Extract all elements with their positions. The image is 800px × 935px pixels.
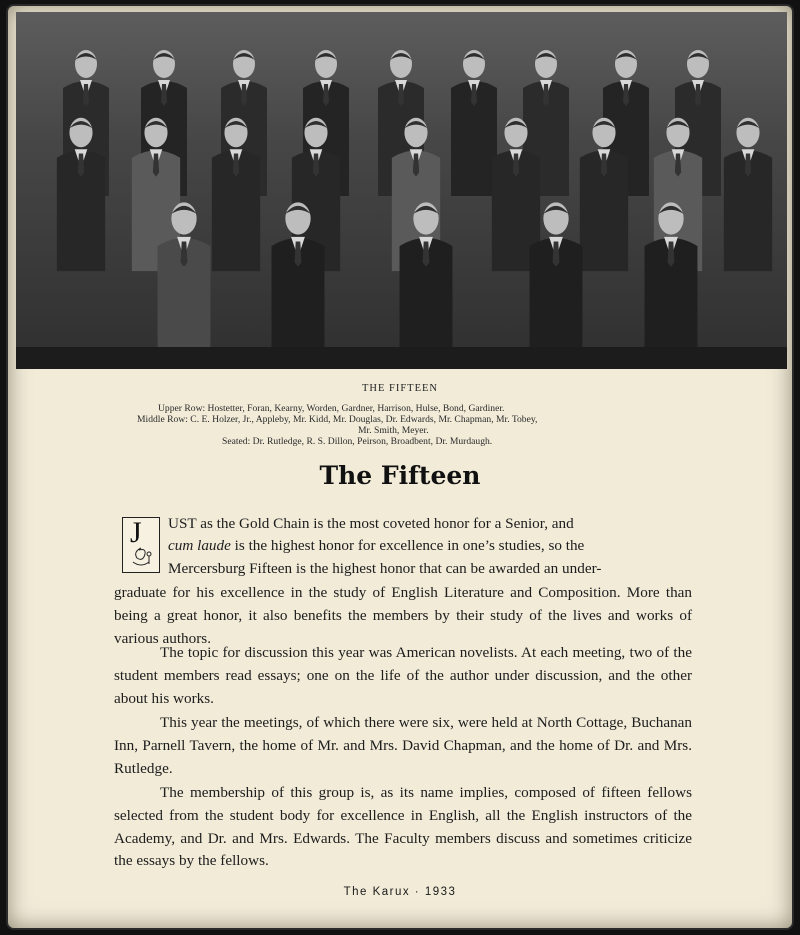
paragraph-4: The membership of this group is, as its name implies, composed of fifteen fellows selected from the student body for excellence in English, all the English instructors of the Academy, and Dr. and Mrs. Edwards. The Faculty members discuss and sometimes criticize the essays by the fellows. — [114, 784, 692, 870]
caption-middle-row-cont: Mr. Smith, Meyer. — [358, 425, 429, 436]
yearbook-page — [8, 6, 792, 928]
dropcap-ornament — [122, 517, 160, 573]
group-photo — [16, 12, 787, 369]
flourish-icon — [123, 518, 159, 572]
page-footer: The Karux · 1933 — [343, 886, 457, 898]
paragraph-2: The topic for discussion this year was American novelists. At each meeting, two of the student members read essays; one on the life of the author under discussion, and the other about his works. — [114, 644, 692, 707]
intro-line-2 — [168, 537, 584, 555]
paragraph-3: This year the meetings, of which there were six, were held at North Cottage, Buchanan Inn, Parnell Tavern, the home of Mr. and Mrs. David Chapman, and the home of Dr. and Mrs. Rutledge. — [114, 714, 692, 777]
caption-middle-row: Middle Row: C. E. Holzer, Jr., Appleby, Mr. Kidd, Mr. Douglas, Dr. Edwards, Mr. Chapman, Mr. Tobey, — [137, 414, 538, 425]
intro-line-1: UST as the Gold Chain is the most coveted honor for a Senior, and — [168, 515, 574, 532]
intro-line-2-rest: is the highest honor for excellence in one’s studies, so the — [230, 537, 585, 554]
person-figure — [724, 118, 772, 271]
caption-seated: Seated: Dr. Rutledge, R. S. Dillon, Peirson, Broadbent, Dr. Murdaugh. — [222, 436, 493, 447]
caption-upper-row: Upper Row: Hostetter, Foran, Kearny, Worden, Gardner, Harrison, Hulse, Bond, Gardiner. — [158, 403, 505, 414]
intro-italic: cum laude — [168, 537, 231, 554]
dropcap-letter: J — [130, 516, 142, 549]
intro-line-3: Mercersburg Fifteen is the highest honor that can be awarded an under- — [168, 560, 602, 577]
intro-rest: graduate for his excellence in the study of English Literature and Composition. More than being a great honor, it also benefits the members by their study of the lives and works of various authors. — [114, 584, 692, 647]
caption-title: THE FIFTEEN — [361, 383, 439, 394]
person-figure — [451, 50, 497, 196]
photo-floor — [16, 347, 787, 369]
page-title: The Fifteen — [319, 461, 481, 490]
